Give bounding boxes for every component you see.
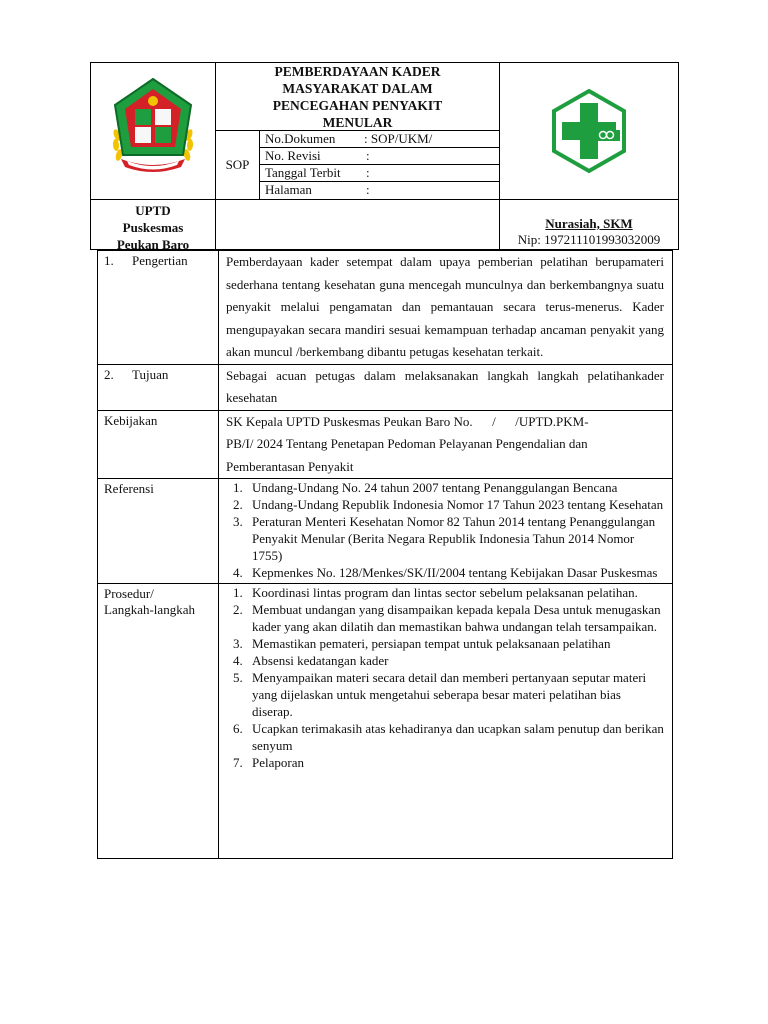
pidie-regency-logo-icon [91, 63, 215, 199]
signature-block [499, 199, 679, 250]
logo-cell [90, 62, 216, 200]
list-item: 1. Koordinasi lintas program dan lintas sector sebelum pelaksanan pelatihan. [246, 584, 664, 601]
tujuan-text: Sebagai acuan petugas dalam melaksanakan langkah langkah pelatihankader kesehatan [226, 367, 664, 405]
title-line: MENULAR [322, 115, 393, 130]
list-item: 3. Peraturan Menteri Kesehatan Nomor 82 Tahun 2014 tentang Penanggulangan Penyakit Menular (Berita Negara Republik Indonesia Tahun 2014 Nomor 1755) [246, 513, 664, 564]
list-item: 2. Undang-Undang Republik Indonesia Nomor 17 Tahun 2023 tentang Kesehatan [246, 496, 664, 513]
referensi-list [226, 479, 664, 581]
puskesmas-cross-logo-icon [500, 63, 678, 199]
title-line: MASYARAKAT DALAM [282, 81, 433, 96]
list-item: 1. Undang-Undang No. 24 tahun 2007 tentang Penanggulangan Bencana [246, 479, 664, 496]
section-pengertian: 1. Pengertian Pemberdayaan kader setempat dalam upaya pemberian pelatihan berupamateri sederhana tentang kesehatan guna mencegah munculnya dan berkembangnya suatu penyakit melalui pengamatan dan pemantauan secara terus-menerus. Kader mengupayakan secara mandiri sesuai kemampuan terhadap ancaman penyakit yang akan muncul /berkembang dibantu petugas kesehatan terkait. [98, 251, 673, 365]
sop-body [97, 250, 673, 859]
doc-page-row: Halaman : [265, 182, 370, 197]
doc-number-row: No.Dokumen : SOP/UKM/ [260, 131, 499, 148]
sop-header [90, 62, 680, 250]
organization-name: UPTD Puskesmas Peukan Baro [90, 199, 216, 250]
document-info [259, 130, 500, 200]
kebijakan-line: SK Kepala UPTD Puskesmas Peukan Baro No. / /UPTD.PKM- [226, 413, 589, 429]
blank-cell [215, 199, 500, 250]
document-title [215, 62, 500, 131]
kebijakan-line: Pemberantasan Penyakit [226, 458, 354, 474]
list-item: 5. Menyampaikan materi secara detail dan memberi pertanyaan seputar materi yang dijelaskan untuk mengetahui seberapa besar materi pelatihan bias diserap. [246, 669, 664, 720]
pengertian-text: Pemberdayaan kader setempat dalam upaya pemberian pelatihan berupamateri sederhana tentang kesehatan guna mencegah munculnya dan berkembangnya suatu penyakit melalui pengamatan dan pemantauan secara terus-menerus. Kader mengupayakan secara mandiri sesuai kemampuan terhadap ancaman penyakit yang akan muncul /berkembang dibantu petugas kesehatan terkait. [226, 254, 664, 359]
section-label: Kebijakan [104, 412, 158, 428]
section-prosedur [98, 584, 673, 859]
prosedur-list [226, 584, 664, 771]
doc-revision-row: No. Revisi : [260, 148, 499, 165]
section-label: Prosedur/ [104, 586, 154, 601]
section-kebijakan [98, 410, 673, 479]
sop-label: SOP [215, 130, 260, 200]
list-item: 2. Membuat undangan yang disampaikan kepada kepala Desa untuk menugaskan kader yang akan dilatih dan memastikan bahwa undangan telah tersampaikan. [246, 601, 664, 635]
doc-date-row: Tanggal Terbit : [260, 165, 499, 182]
list-item: 6. Ucapkan terimakasih atas kehadiranya dan ucapkan salam penutup dan berikan senyum [246, 720, 664, 754]
section-label: Langkah-langkah [104, 602, 195, 617]
list-item: 4. Kepmenkes No. 128/Menkes/SK/II/2004 tentang Kebijakan Dasar Puskesmas [246, 564, 664, 581]
section-tujuan: 2. Tujuan Sebagai acuan petugas dalam melaksanakan langkah langkah pelatihankader kesehatan [98, 364, 673, 410]
title-line: PENCEGAHAN PENYAKIT [272, 98, 443, 113]
health-logo-cell [499, 62, 679, 200]
list-item: 3. Memastikan pemateri, persiapan tempat untuk pelaksanaan pelatihan [246, 635, 664, 652]
list-item: 4. Absensi kedatangan kader [246, 652, 664, 669]
list-item: 7. Pelaporan [246, 754, 664, 771]
kebijakan-line: PB/I/ 2024 Tentang Penetapan Pedoman Pelayanan Pengendalian dan [226, 436, 588, 451]
signer-name: Nurasiah, SKM [545, 216, 633, 231]
title-line: PEMBERDAYAAN KADER [274, 64, 441, 79]
section-label: Pengertian [132, 253, 188, 268]
section-referensi [98, 479, 673, 584]
section-label: Tujuan [132, 366, 169, 382]
section-label: Referensi [104, 481, 154, 496]
signer-nip: Nip: 197211101993032009 [517, 232, 661, 247]
